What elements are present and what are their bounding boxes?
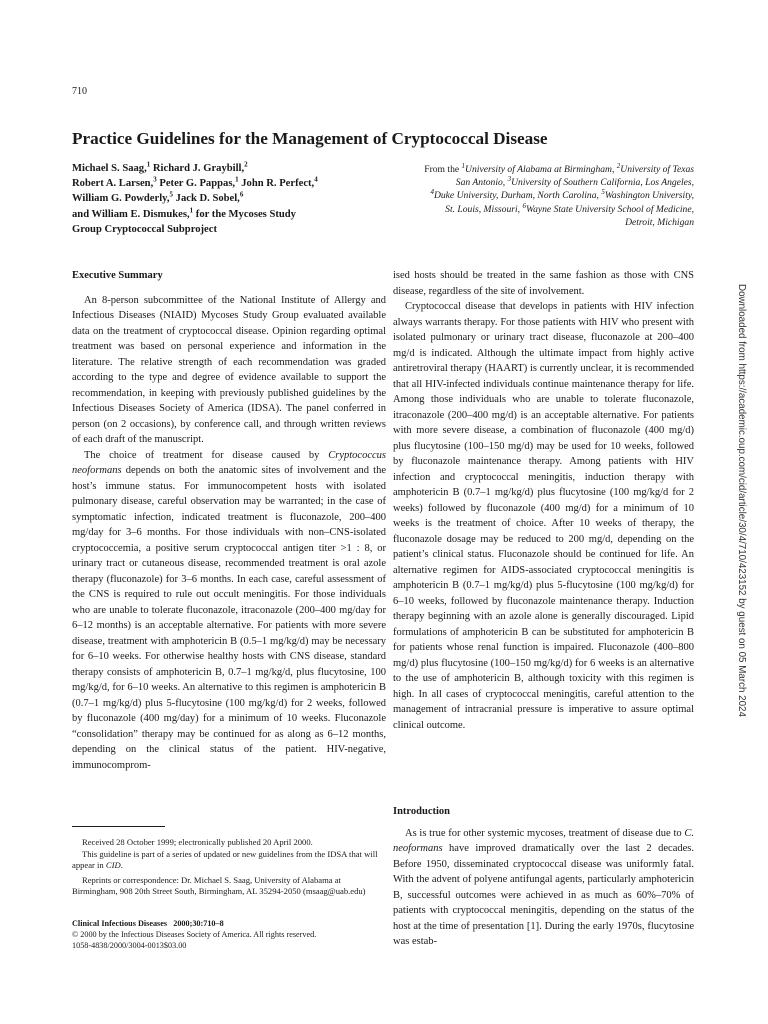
affiliation-mark: 4 [430, 188, 434, 197]
affiliation-mark: 2 [616, 161, 621, 170]
footnote-received: Received 28 October 1999; electronically published 20 April 2000. [82, 837, 313, 847]
affiliation-mark: 3 [153, 175, 157, 184]
footnotes [72, 837, 386, 898]
paragraph-text: As is true for other systemic mycoses, treatment of disease due to [405, 827, 685, 839]
author-name: and William E. Dismukes, [72, 208, 190, 220]
paragraph [393, 826, 694, 950]
download-watermark [733, 284, 748, 754]
paragraph: ised hosts should be treated in the same fashion as those with CNS disease, regardless of the site of involvement. [393, 270, 694, 297]
affiliation-text: University of Southern California, Los Angeles, [511, 177, 694, 189]
paragraph [72, 448, 386, 774]
journal-info [72, 918, 386, 951]
section-heading-executive-summary: Executive Summary [72, 270, 163, 281]
affiliation-mark: 1 [235, 175, 239, 184]
section-heading-introduction: Introduction [393, 806, 450, 817]
introduction-section [393, 804, 694, 950]
affiliation-text: Wayne State University School of Medicine, [525, 203, 694, 215]
paragraph: An 8-person subcommittee of the National Institute of Allergy and Infectious Diseases (NIAID) Mycoses Study Group evaluated available data on the treatment of cryptococcal disease. Opinion regarding optimal treatment was based on personal experience and information in the literature. The relative strength of each recommendation was graded according to the type and degree of evidence available to support the recommendation, in keeping with previously published guidelines by the Infectious Diseases Society of America (IDSA). The panel conferred in person (on 2 occasions), by conference call, and through written reviews of each draft of the manuscript. [72, 294, 386, 445]
author-name: John R. Perfect, [238, 178, 315, 190]
author-name: Michael S. Saag, [72, 163, 147, 174]
right-column [393, 268, 694, 733]
affiliation-text: From the [424, 164, 462, 175]
affiliation-mark: 1 [146, 160, 151, 169]
journal-citation: 2000;30:710–8 [167, 919, 224, 928]
author-name: William G. Powderly, [72, 193, 170, 205]
issn-line: 1058-4838/2000/3004-0013$03.00 [72, 941, 187, 950]
copyright-line: © 2000 by the Infectious Diseases Society of America. All rights reserved. [72, 930, 317, 939]
paragraph: Cryptococcal disease that develops in patients with HIV infection always warrants therapy. For those patients with HIV who present with isolated pulmonary or urinary tract disease, fluconazole at 200–400 mg/d is indicated. Although the ultimate impact from highly active antiretroviral therapy (HAART) is currently unclear, it is recommended that all HIV-infected individuals continue maintenance therapy for life. Among those individuals who are unable to tolerate fluconazole, itraconazole (200–400 mg/d) is an acceptable alternative. For patients with more severe disease, a combination of fluconazole (400 mg/d) plus flucytosine (100–150 mg/d) may be used for 10 weeks, followed by fluconazole maintenance therapy. Among patients with HIV infection and cryptococcal meningitis, induction therapy with amphotericin B (0.7–1 mg/kg/d) plus flucytosine (100 mg/kg/d for 2 weeks) followed by fluconazole (400 mg/d) for a minimum of 10 weeks is the treatment of choice. After 10 weeks of therapy, the fluconazole dosage may be reduced to 200 mg/d, depending on the patient’s clinical status. Fluconazole should be continued for life. An alternative regimen for AIDS-associated cryptococcal meningitis is amphotericin B (0.7–1 mg/kg/d) plus 5-flucytosine (100 mg/kg/d) for 6–10 weeks, followed by fluconazole maintenance therapy. Induction therapy beginning with an azole alone is generally discouraged. Lipid formulations of amphotericin B can be substituted for amphotericin B for patients whose renal function is impaired. Fluconazole (400–800 mg/d) plus flucytosine (100–150 mg/kg/d) for 6 weeks is an alternative to the use of amphotericin B, although toxicity with this regimen is high. In all cases of cryptococcal meningitis, careful attention to the management of intracranial pressure is imperative to assure optimal clinical outcome. [393, 301, 694, 731]
author-name: Robert A. Larsen, [72, 178, 154, 190]
affiliation-text: Duke University, Durham, North Carolina, [433, 190, 602, 202]
paragraph-text: have improved dramatically over the last 2 decades. Before 1950, disseminated cryptococcal disease was uniformly fatal. With the advent of polyene antifungal agents, particularly amphotericin B, successful outcomes were achieved in as much as 60%–70% of patients with cryptococcal meningitis, depending on the status of the host at the time of presentation [1]. During the early 1970s, flucytosine was estab- [393, 843, 694, 947]
affiliation-text: San Antonio, [455, 177, 508, 189]
journal-name: Clinical Infectious Diseases [72, 919, 168, 928]
footnote-divider [72, 826, 165, 827]
article-title: Practice Guidelines for the Management of Cryptococcal Disease [72, 129, 548, 148]
journal-abbrev: CID [105, 860, 121, 871]
species-name: Cryptococcus neoformans [72, 449, 386, 476]
footnote-text: This guideline is part of a series of updated or new guidelines from the IDSA that will appear in [72, 848, 378, 871]
affiliation-text: Washington University, [604, 190, 694, 202]
author-group: for the Mycoses Study [193, 208, 296, 220]
footnote-reprints: Reprints or correspondence: Dr. Michael S. Saag, University of Alabama at Birmingham, 908 20th Street South, Birmingham, AL 35294-2050 (msaag@uab.edu) [72, 874, 366, 897]
affiliation-text: University of Alabama at Birmingham, [465, 164, 617, 175]
author-list [72, 161, 372, 237]
affiliation-mark: 5 [601, 188, 605, 197]
affiliation-mark: 6 [522, 201, 526, 210]
affiliation-mark: 4 [314, 175, 318, 184]
affiliations [380, 163, 694, 229]
paragraph-text: The choice of treatment for disease caused by [84, 449, 329, 461]
author-name: Richard J. Graybill, [150, 163, 245, 174]
species-name: C. neoformans [393, 827, 694, 854]
footnote-series [72, 849, 386, 872]
left-column [72, 268, 386, 773]
download-note: Downloaded from https://academic.oup.com/cid/article/30/4/710/423152 by guest on 05 March 2024 [736, 284, 747, 717]
affiliation-mark: 5 [169, 190, 174, 199]
page-number: 710 [72, 86, 87, 97]
affiliation-mark: 3 [507, 175, 512, 184]
footnote-text: . [120, 860, 123, 871]
author-name: Jack D. Sobel, [173, 193, 240, 205]
affiliation-mark: 2 [244, 160, 248, 169]
author-name: Peter G. Pappas, [156, 178, 236, 190]
affiliation-mark: 1 [461, 161, 466, 170]
affiliation-text: Detroit, Michigan [625, 216, 694, 228]
author-group: Group Cryptococcal Subproject [72, 223, 217, 235]
affiliation-mark: 1 [189, 206, 194, 215]
affiliation-mark: 6 [239, 190, 244, 199]
paragraph-text: depends on both the anatomic sites of involvement and the host’s immune status. For immunocompetent hosts with isolated pulmonary disease, careful observation may be warranted; in the case of symptomatic infection, indicated treatment is fluconazole, 200–400 mg/day for 3–6 months. For those individuals with non–CNS-isolated cryptococcemia, a positive serum cryptococcal antigen titer >1 : 8, or urinary tract or cutaneous disease, recommended treatment is oral azole therapy (fluconazole) for 3–6 months. In each case, careful assessment of the CNS is required to rule out occult meningitis. For those individuals who are unable to tolerate fluconazole, itraconazole (200–400 mg/day for 6–12 months) is an acceptable alternative. For patients with more severe disease, treatment with amphotericin B (0.5–1 mg/kg/d) may be necessary for 6–10 weeks. For otherwise healthy hosts with CNS disease, standard therapy consists of amphotericin B, 0.7–1 mg/kg/d, plus flucytosine, 100 mg/kg/d, for 6–10 weeks. An alternative to this regimen is amphotericin B (0.7–1 mg/kg/d) plus 5-flucytosine (100 mg/kg/d) for 2 weeks, followed by fluconazole (400 mg/day) for a minimum of 10 weeks. Fluconazole “consolidation” therapy may be continued for as along as 6–12 months, depending on the clinical status of the patient. HIV-negative, immunocomprom- [72, 465, 386, 771]
affiliation-text: St. Louis, Missouri, [445, 203, 523, 215]
affiliation-text: University of Texas [620, 164, 694, 175]
